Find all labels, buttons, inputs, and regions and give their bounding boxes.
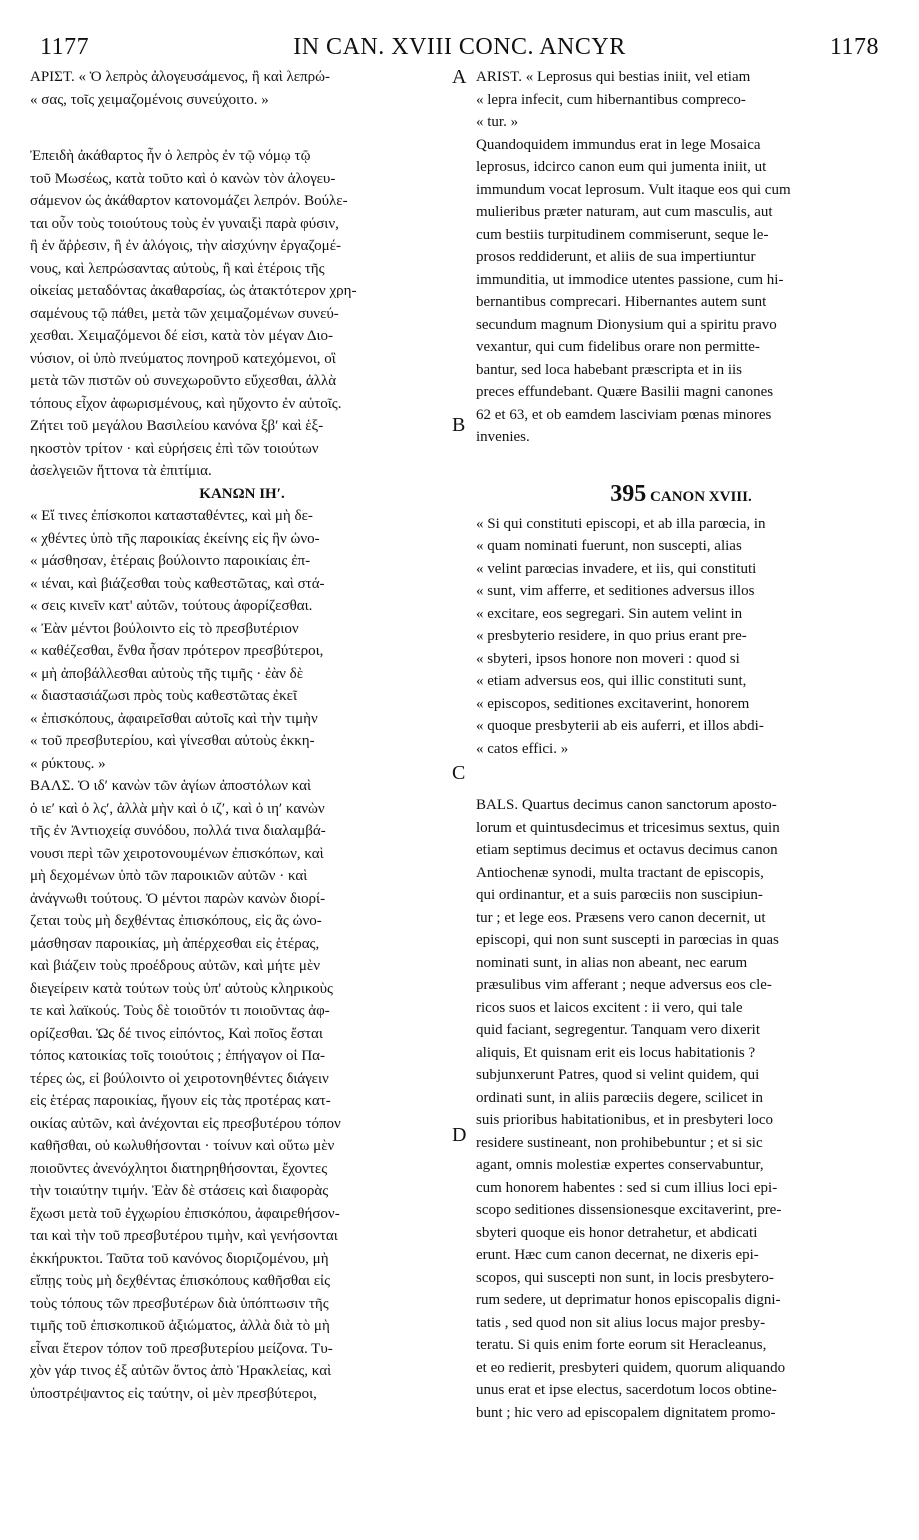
text-line: ΒΑΛΣ. Ὁ ιδʹ κανὼν τῶν ἁγίων ἀποστόλων καὶ — [30, 778, 312, 794]
text-line: « presbyterio residere, in quo prius erant pre- — [476, 628, 747, 644]
text-line: ται καὶ τὴν τοῦ πρεσβυτέρου τιμὴν, καὶ γενήσονται — [30, 1228, 338, 1244]
text-line: ζεται τοὺς μὴ δεχθέντας ἐπισκόπους, εἰς ἃς ὠνο- — [30, 913, 322, 929]
text-line: rum sedere, ut deprimatur honos episcopalis digni- — [476, 1292, 781, 1308]
text-line: preces effundebant. Quære Basilii magni canones — [476, 384, 774, 400]
greek-commentary — [30, 145, 454, 483]
text-line: διεγείρειν κατὰ τούτων τοὺς ὑπ' αὐτοὺς κληρικοὺς — [30, 980, 333, 997]
greek-arist-block — [30, 66, 454, 111]
text-line: « σεις κινεῖν κατ' αὐτῶν, τούτους ἀφορίζεσθαι. — [30, 598, 313, 614]
text-line: οικίας αὐτῶν, καὶ ἀνέχονται εἰς πρεσβυτέρου τόπον — [30, 1115, 341, 1132]
latin-bals-text — [476, 794, 886, 1424]
right-page-number: 1178 — [829, 34, 879, 60]
text-line: « quoque presbyterii ab eis auferri, et illos abdi- — [476, 718, 764, 734]
text-line: Ἐπειδὴ ἀκάθαρτος ἦν ὁ λεπρὸς ἐν τῷ νόμῳ τῷ — [30, 148, 311, 164]
text-line: quid faciant, segregentur. Tanquam vero dixerit — [476, 1022, 760, 1038]
text-line: τιμῆς τοῦ ἐπισκοπικοῦ ἀξιώματος, ἀλλὰ διὰ τὸ μὴ — [30, 1318, 330, 1334]
margin-mark-d: D — [452, 1124, 467, 1146]
running-title: IN CAN. XVIII CONC. ANCYR — [293, 34, 626, 60]
text-line: ἢ ἐν ἄῤῥεσιν, ἢ ἐν ἀλόγοις, τὴν αἰσχύνην ἐργαζομέ- — [30, 238, 342, 254]
text-line: nominati sunt, in alias non abeant, nec earum — [476, 954, 748, 971]
text-line: ὑποστρέψαντος εἰς ταύτην, οἱ μὲν πρεσβύτεροι, — [30, 1385, 317, 1402]
text-line: qui ordinantur, et a suis parœciis non suscipiun- — [476, 887, 763, 903]
text-line: τοῦ Μωσέως, κατὰ τοῦτο καὶ ὁ κανὼν τὸν ἀλογευ- — [30, 170, 336, 187]
text-line: εἰς ἑτέρας παροικίας, ἤγουν εἰς τὰς προτέρας κατ- — [30, 1093, 331, 1109]
text-line: præsulibus vim afferant ; neque adversus eos cle- — [476, 977, 772, 993]
text-line: tatis , sed quod non sit alius locus major presby- — [476, 1314, 766, 1331]
text-line: « ἐπισκόπους, ἀφαιρεῖσθαι αὐτοῖς καὶ τὴν τιμὴν — [30, 710, 318, 727]
text-line: « χθέντες ὑπὸ τῆς παροικίας ἐκείνης εἰς ἣν ὠνο- — [30, 530, 320, 547]
text-line: etiam septimus decimus et octavus decimus canon — [476, 842, 778, 858]
text-line: ἀσελγειῶν ἥττονα τὰ ἐπιτίμια. — [30, 463, 212, 479]
text-line: ἀνάγνωθι τούτους. Ὁ μέντοι παρὼν κανὼν διορί- — [30, 890, 326, 907]
text-line: « sbyteri, ipsos honore non moveri : quod si — [476, 650, 740, 667]
canon-number: 395 — [610, 482, 647, 507]
text-line: immundum vocat leprosum. Vult itaque eos qui cum — [476, 181, 791, 198]
text-line: τοὺς τόπους τῶν πρεσβυτέρων διὰ ὑπόπτωσιν τῆς — [30, 1295, 329, 1312]
text-line: tur ; et lege eos. Præsens vero canon decernit, ut — [476, 909, 766, 926]
text-line: Ζήτει τοῦ μεγάλου Βασιλείου κανόνα ξβʹ καὶ ἑξ- — [30, 418, 324, 434]
margin-mark-b: B — [452, 414, 466, 436]
text-line: ricos suos et laicos excitent : ii vero, qui tale — [476, 999, 743, 1016]
text-line: « Εἴ τινες ἐπίσκοποι κατασταθέντες, καὶ μὴ δε- — [30, 508, 313, 524]
text-line: τὴν τοιαύτην τιμήν. Ἐὰν δὲ στάσεις καὶ διαφορὰς — [30, 1183, 329, 1199]
text-line: ποιοῦντες ἀνενόχλητοι διατηρηθήσονται, ἔχοντες — [30, 1160, 328, 1177]
text-line: τέρες ὡς, εἰ βούλοιντο οἱ χειροτονηθέντες διάγειν — [30, 1070, 329, 1087]
text-line: « καθέζεσθαι, ἔνθα ἦσαν πρότερον πρεσβύτεροι, — [30, 643, 324, 659]
text-line: « σας, τοῖς χειμαζομένοις συνεύχοιτο. » — [30, 91, 269, 108]
text-line: residere sustineant, non prohibebuntur ; et si sic — [476, 1134, 763, 1151]
text-line: τόπος κατοικίας τοῖς τοιούτοις ; ἐπήγαγον οἱ Πα- — [30, 1048, 326, 1064]
text-line: νύσιον, οἱ ὑπὸ πνεύματος πονηροῦ κατεχόμενοι, οἳ — [30, 350, 336, 367]
text-line: prosos reddiderunt, et aliis de sua impertiuntur — [476, 249, 756, 265]
text-line: mulieribus præter naturam, aut cum masculis, aut — [476, 204, 773, 220]
text-line: et eo redierit, presbyteri quidem, quorum aliquando — [476, 1359, 786, 1376]
text-line: unus erat et ipse electus, sacerdotum locos obtine- — [476, 1382, 777, 1398]
text-line: bunt ; hic vero ad episcopalem dignitatem promo- — [476, 1404, 776, 1421]
latin-commentary — [476, 134, 886, 449]
text-line: cum bestiis turpitudinem commiserunt, seque le- — [476, 226, 769, 243]
page-header — [40, 34, 879, 62]
latin-canon-text — [476, 513, 886, 761]
text-line: μάσθησαν παροικίας, μὴ ἀπέρχεσθαι εἰς ἑτέρας, — [30, 935, 320, 952]
text-line: οἰκείας μεταδόντας ἀκαθαρσίας, ὡς ἀτακτότερον χρη- — [30, 283, 357, 299]
text-line: εἴπῃς τοὺς μὴ δεχθέντας ἐπισκόπους καθῆσθαι εἰς — [30, 1273, 331, 1289]
text-line: « μάσθησαν, ἑτέραις βούλοιντο παροικίαις ἐπ- — [30, 553, 311, 569]
text-line: ορίζεσθαι. Ὡς δέ τινος εἰπόντος, Καὶ ποῖος ἔσται — [30, 1025, 323, 1042]
text-line: τε καὶ λαϊκούς. Τοὺς δὲ τοιοῦτόν τι ποιοῦντας ἀφ- — [30, 1003, 330, 1019]
text-line: « lepra infecit, cum hibernantibus compreco- — [476, 91, 746, 108]
text-line: « ιέναι, καὶ βιάζεσθαι τοὺς καθεστῶτας, καὶ στά- — [30, 575, 325, 592]
text-line: ordinati sunt, in aliis parœciis degere, scilicet in — [476, 1089, 764, 1106]
text-line: « excitare, eos segregari. Sin autem velint in — [476, 605, 743, 622]
text-line: invenies. — [476, 429, 530, 445]
greek-bals-text — [30, 775, 454, 1405]
text-line: τῆς ἐν Ἀντιοχείᾳ συνόδου, πολλά τινα διαλαμβά- — [30, 823, 326, 839]
text-line: Antiochenæ synodi, multa tractant de episcopis, — [476, 864, 764, 881]
text-line: scopo seditiones dissensionesque excitaverint, pre- — [476, 1202, 782, 1218]
text-line: Quandoquidem immundus erat in lege Mosaica — [476, 136, 761, 153]
text-line: lorum et quintusdecimus et tricesimus sextus, quin — [476, 819, 780, 836]
text-line: μὴ δεχομένων ὑπὸ τῶν παροικιῶν αὐτῶν · καὶ — [30, 868, 308, 884]
text-line: ται οὖν τοὺς τοιούτους τοὺς ἐν γυναιξὶ παρὰ φύσιν, — [30, 215, 339, 232]
text-line: episcopi, qui non sunt suscepti in parœcias in quas — [476, 932, 779, 948]
greek-canon-text — [30, 505, 454, 775]
text-line: ARIST. « Leprosus qui bestias iniit, vel etiam — [476, 69, 751, 85]
latin-canon-heading: CANON XVIII. — [650, 488, 752, 505]
text-line: BALS. Quartus decimus canon sanctorum aposto- — [476, 797, 777, 813]
text-line: χεσθαι. Χειμαζόμενοι δέ εἰσι, κατὰ τὸν μέγαν Διο- — [30, 328, 334, 344]
text-line: « catos effici. » — [476, 740, 569, 757]
text-line: « Ἐὰν μέντοι βούλοιντο εἰς τὸ πρεσβυτέριον — [30, 620, 299, 637]
text-line: χὸν γάρ τινος ἐξ αὐτῶν ὄντος ἀπὸ Ἡρακλείας, καὶ — [30, 1363, 332, 1379]
text-line: « quam nominati fuerunt, non suscepti, alias — [476, 538, 742, 554]
text-line: bernantibus comprecari. Hibernantes autem sunt — [476, 294, 767, 310]
text-line: σαμένους τῷ πάθει, μετὰ τῶν χειμαζομένων συνεύ- — [30, 305, 339, 322]
left-page-number: 1177 — [40, 34, 90, 60]
text-line: « tur. » — [476, 114, 519, 130]
text-line: « Si qui constituti episcopi, et ab illa parœcia, in — [476, 515, 766, 532]
text-line: bantur, sed loca habebant præscripta et in iis — [476, 361, 742, 378]
text-line: ἔχωσι μετὰ τοῦ ἐγχωρίου ἐπισκόπου, ἀφαιρεθήσον- — [30, 1205, 340, 1222]
text-line: « etiam adversus eos, qui illic constituti sunt, — [476, 673, 747, 689]
text-line: « μὴ ἀποβάλλεσθαι αὐτοὺς τῆς τιμῆς · ἐὰν δὲ — [30, 665, 304, 682]
greek-canon-heading: ΚΑΝΩΝ ΙΗʹ. — [199, 485, 285, 502]
text-line: « τοῦ πρεσβυτερίου, καὶ γίνεσθαι αὐτοὺς ἐκκη- — [30, 733, 315, 749]
text-line: « sunt, vim afferre, et seditiones adversus illos — [476, 583, 755, 599]
text-line: ΑΡΙΣΤ. « Ὁ λεπρὸς ἀλογευσάμενος, ἢ καὶ λεπρώ- — [30, 69, 331, 85]
text-line: teratu. Si quis enim forte eorum sit Heracleanus, — [476, 1337, 767, 1353]
text-line: μετὰ τῶν πιστῶν οὐ συνεχωροῦντο εὔχεσθαι, ἀλλὰ — [30, 373, 337, 389]
text-line: leprosus, idcirco canon eum qui jumenta iniit, ut — [476, 159, 767, 175]
text-line: suis prioribus habitationibus, et in presbyteri loco — [476, 1112, 774, 1128]
latin-canon-heading-row — [476, 483, 886, 513]
text-line: καὶ βιάζειν τοὺς προέδρους αὐτῶν, καὶ μήτε μὲν — [30, 958, 320, 974]
text-line: « episcopos, seditiones excitaverint, honorem — [476, 695, 750, 712]
text-line: immunditia, ut immodice utentes passione, cum hi- — [476, 271, 784, 288]
text-line: « velint parœcias invadere, et iis, qui constituti — [476, 560, 757, 577]
text-line: agant, omnis molestiæ expertes conservabuntur, — [476, 1157, 764, 1173]
text-line: erunt. Hæc cum canon decernat, ne dixeris epi- — [476, 1247, 759, 1263]
greek-column — [30, 66, 454, 1405]
text-line: νους, καὶ λεπρώσαντας αὐτοὺς, ἢ καὶ ἑτέροις τῆς — [30, 260, 325, 277]
text-line: subjunxerunt Patres, quod si velint quidem, qui — [476, 1067, 760, 1083]
text-line: νουσι περὶ τῶν χειροτονουμένων ἐπισκόπων, καὶ — [30, 845, 324, 862]
latin-column — [476, 66, 886, 1424]
text-line: secundum magnum Dionysium qui a spiritu pravo — [476, 316, 777, 333]
margin-mark-c: C — [452, 762, 466, 784]
text-line: τόπους εἶχον ἀφωρισμένους, καὶ ηὔχοντο ἐν αὐτοῖς. — [30, 395, 342, 412]
text-line: scopos, qui suscepti non sunt, in locis presbytero- — [476, 1269, 774, 1286]
text-line: εἶναι ἕτερον τόπον τοῦ πρεσβυτερίου μείζονα. Τυ- — [30, 1340, 333, 1357]
text-line: cum honorem habentes : sed si cum illius loci epi- — [476, 1179, 778, 1196]
text-line: aliquis, Et quisnam erit eis locus habitationis ? — [476, 1044, 756, 1061]
text-line: « διαστασιάζωσι πρὸς τοὺς καθεστῶτας ἐκεῖ — [30, 688, 297, 704]
text-line: ηκοστὸν τρίτον · καὶ εὑρήσεις ἐπὶ τῶν τοιούτων — [30, 440, 319, 457]
margin-mark-a: A — [452, 66, 467, 88]
text-line: sbyteri quoque eis honor detrahetur, et abdicati — [476, 1224, 758, 1241]
latin-arist-block — [476, 66, 886, 134]
text-line: καθῆσθαι, οὐ κωλυθήσονται · τοίνυν καὶ οὕτω μὲν — [30, 1138, 335, 1154]
text-line: « ρύκτους. » — [30, 755, 106, 772]
text-line: ἐκκήρυκτοι. Ταῦτα τοῦ κανόνος διοριζομένου, μὴ — [30, 1250, 329, 1267]
text-line: 62 et 63, et ob eamdem lasciviam pœnas minores — [476, 406, 772, 423]
text-line: ὁ ιεʹ καὶ ὁ λςʹ, ἀλλὰ μὴν καὶ ὁ ιζʹ, καὶ ὁ ιηʹ κανὼν — [30, 800, 325, 817]
text-line: vexantur, qui cum fidelibus orare non permitte- — [476, 339, 760, 355]
text-line: σάμενον ὡς ἀκάθαρτον κατονομάζει λεπρόν. Βούλε- — [30, 193, 348, 209]
